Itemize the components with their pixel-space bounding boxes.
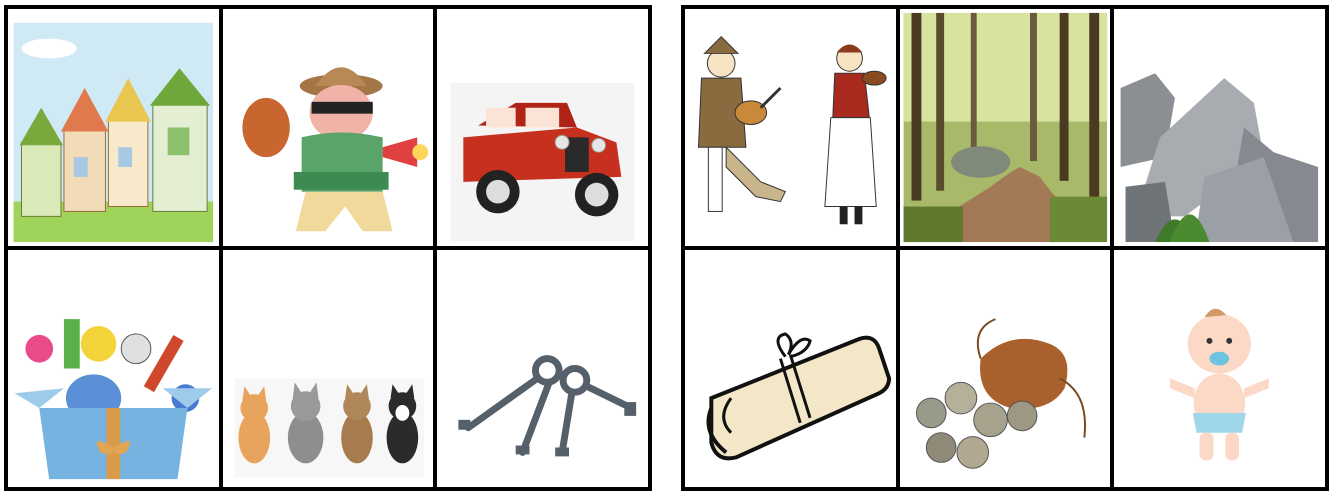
card-kittens — [221, 248, 436, 489]
card-minstrels — [683, 7, 898, 248]
thief-image — [223, 9, 434, 246]
card-scroll — [683, 248, 898, 489]
right-card-sheet — [681, 5, 1329, 491]
fairytale-town-image — [8, 9, 219, 246]
toy-box-image — [8, 250, 219, 487]
card-baby — [1112, 248, 1327, 489]
minstrels-image — [685, 9, 896, 246]
card-vintage-car — [435, 7, 650, 248]
left-card-sheet — [4, 5, 652, 491]
coins-and-pouch-image — [900, 250, 1111, 487]
card-keys — [435, 248, 650, 489]
card-thief — [221, 7, 436, 248]
card-toy-box — [6, 248, 221, 489]
rocks-image — [1114, 9, 1325, 246]
forest-path-image — [900, 9, 1111, 246]
card-rocks — [1112, 7, 1327, 248]
card-coins-and-pouch — [898, 248, 1113, 489]
kittens-image — [223, 250, 434, 487]
card-forest-path — [898, 7, 1113, 248]
card-fairytale-town — [6, 7, 221, 248]
scroll-image — [685, 250, 896, 487]
vintage-car-image — [437, 9, 648, 246]
keys-image — [437, 250, 648, 487]
baby-image — [1114, 250, 1325, 487]
